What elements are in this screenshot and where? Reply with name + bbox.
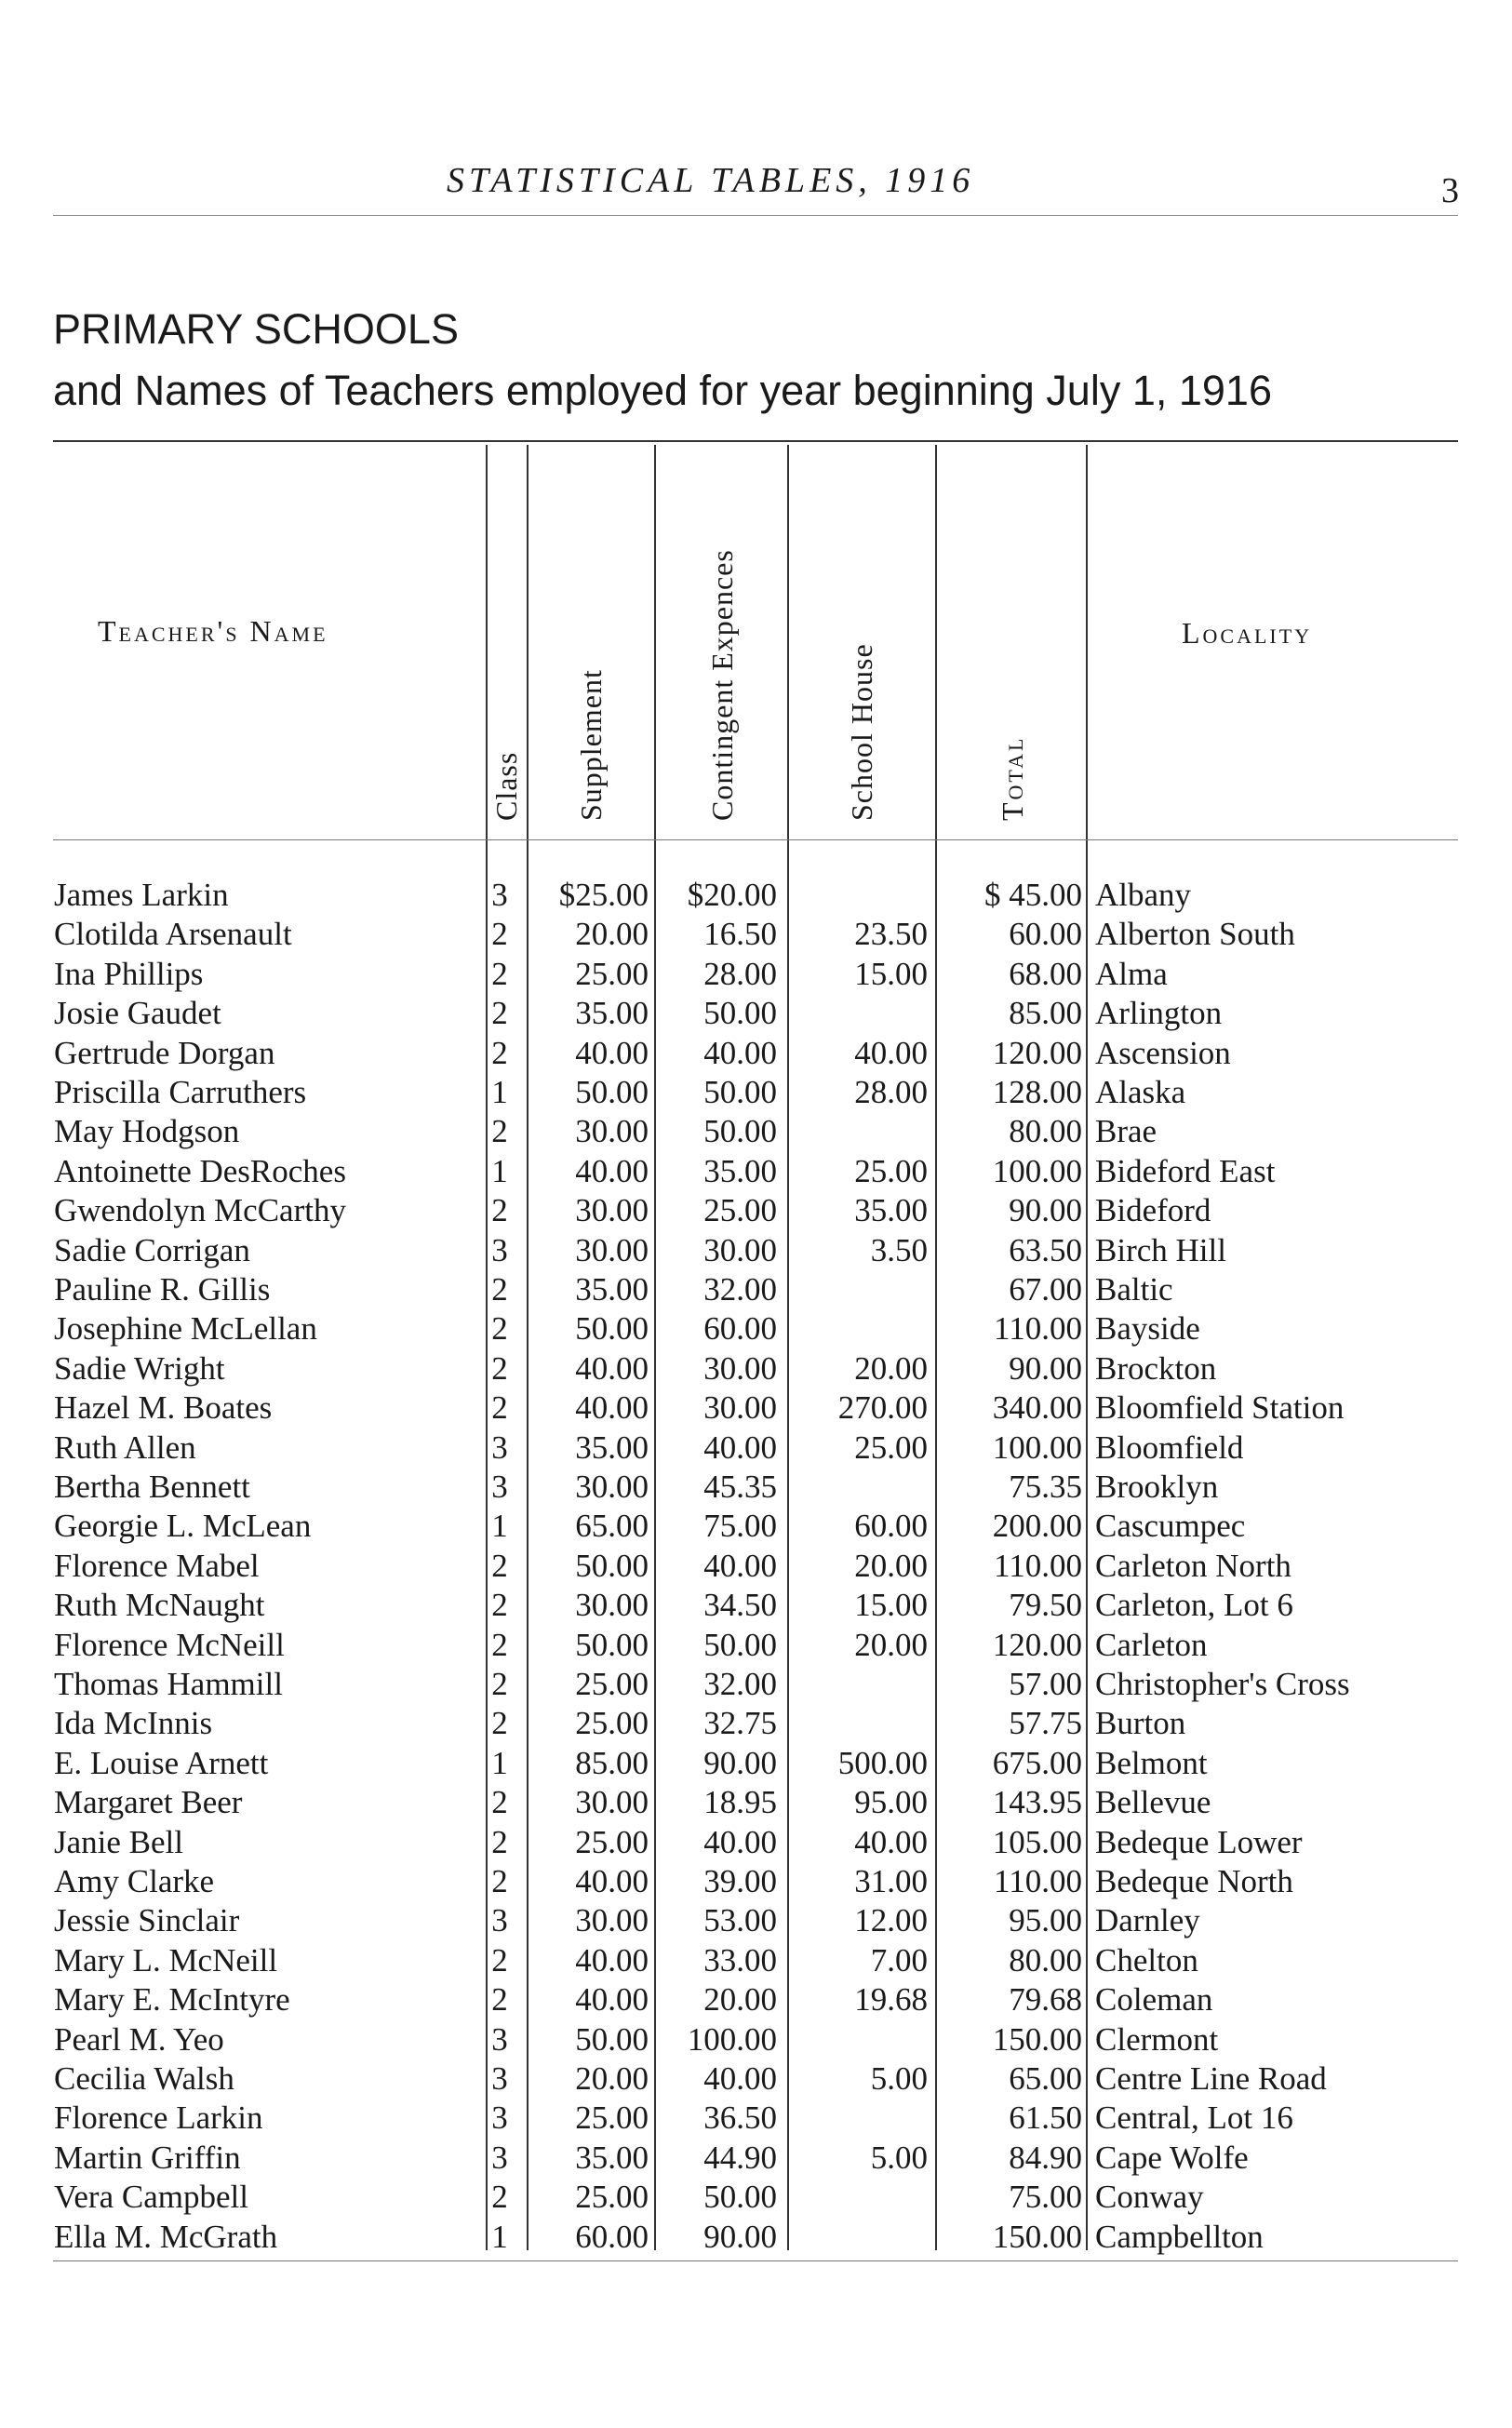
teacher-name: Pauline R. Gillis <box>54 1271 271 1308</box>
contingent-cell: 50.00 <box>703 1074 777 1110</box>
teacher-name: Margaret Beer <box>54 1784 243 1821</box>
header-locality: Locality <box>1182 616 1313 650</box>
table-row <box>0 1152 1512 1191</box>
header-class: Class <box>489 751 523 821</box>
locality-cell: Albany <box>1095 877 1192 913</box>
contingent-cell: 40.00 <box>703 1034 777 1071</box>
class-cell: 2 <box>491 1113 508 1150</box>
locality-cell: Ascension <box>1095 1034 1231 1071</box>
contingent-cell: 39.00 <box>703 1863 777 1899</box>
contingent-cell: 100.00 <box>687 2020 777 2058</box>
table-row <box>0 1862 1512 1901</box>
locality-cell: Bedeque Lower <box>1095 1823 1303 1860</box>
table-row <box>0 1665 1512 1704</box>
contingent-cell: 50.00 <box>703 1113 777 1150</box>
supplement-cell: 50.00 <box>575 2020 649 2058</box>
supplement-cell: 20.00 <box>575 916 649 953</box>
school-house-cell: 5.00 <box>870 2139 928 2176</box>
supplement-cell: 40.00 <box>575 1034 649 1071</box>
locality-cell: Baltic <box>1095 1271 1173 1308</box>
locality-cell: Darnley <box>1095 1902 1200 1939</box>
class-cell: 3 <box>491 2060 508 2097</box>
class-cell: 2 <box>491 1626 508 1663</box>
supplement-cell: 25.00 <box>575 1705 649 1742</box>
table-row <box>0 1823 1512 1862</box>
teacher-name: Ruth Allen <box>54 1429 196 1466</box>
class-cell: 2 <box>491 1349 508 1387</box>
table-row <box>0 1309 1512 1348</box>
class-cell: 2 <box>491 1823 508 1860</box>
teacher-name: Gwendolyn McCarthy <box>54 1192 346 1229</box>
header-supplement: Supplement <box>574 669 608 821</box>
class-cell: 3 <box>491 2099 508 2137</box>
table-row <box>0 2218 1512 2257</box>
teacher-name: Ida McInnis <box>54 1705 213 1742</box>
teacher-name: Florence Larkin <box>54 2099 263 2137</box>
total-cell: 60.00 <box>1009 916 1082 953</box>
teacher-name: Pearl M. Yeo <box>54 2020 224 2058</box>
supplement-cell: 30.00 <box>575 1113 649 1150</box>
supplement-cell: 50.00 <box>575 1626 649 1663</box>
class-cell: 3 <box>491 1902 508 1939</box>
total-cell: 67.00 <box>1009 1271 1082 1308</box>
teacher-name: Bertha Bennett <box>54 1469 250 1505</box>
running-head: STATISTICAL TABLES, 1916 <box>447 161 975 200</box>
contingent-cell: 33.00 <box>703 1941 777 1979</box>
bottom-rule <box>53 2260 1458 2261</box>
table-title: PRIMARY SCHOOLS <box>53 305 459 353</box>
supplement-cell: 25.00 <box>575 955 649 992</box>
class-cell: 3 <box>491 877 508 913</box>
contingent-cell: 53.00 <box>703 1902 777 1939</box>
supplement-cell: 35.00 <box>575 995 649 1032</box>
locality-cell: Bloomfield Station <box>1095 1389 1345 1427</box>
locality-cell: Campbellton <box>1095 2218 1264 2255</box>
table-row <box>0 1704 1512 1743</box>
contingent-cell: 28.00 <box>703 955 777 992</box>
class-cell: 3 <box>491 2139 508 2176</box>
total-cell: 675.00 <box>992 1744 1082 1781</box>
class-cell: 2 <box>491 2179 508 2216</box>
table-row <box>0 1191 1512 1230</box>
table-subtitle: and Names of Teachers employed for year beginning July 1, 1916 <box>53 367 1272 414</box>
contingent-cell: 34.50 <box>703 1587 777 1624</box>
class-cell: 2 <box>491 1666 508 1702</box>
total-cell: 110.00 <box>994 1863 1082 1899</box>
locality-cell: Cape Wolfe <box>1095 2139 1249 2176</box>
supplement-cell: 50.00 <box>575 1547 649 1584</box>
total-cell: 63.50 <box>1009 1231 1082 1268</box>
supplement-cell: 30.00 <box>575 1587 649 1624</box>
locality-cell: Belmont <box>1095 1744 1208 1781</box>
school-house-cell: 23.50 <box>854 916 928 953</box>
contingent-cell: 40.00 <box>703 1547 777 1584</box>
teacher-name: Amy Clarke <box>54 1863 215 1899</box>
locality-cell: Bideford <box>1095 1192 1211 1229</box>
table-row <box>0 1270 1512 1309</box>
total-cell: 95.00 <box>1009 1902 1082 1939</box>
contingent-cell: 40.00 <box>703 1823 777 1860</box>
contingent-cell: 60.00 <box>703 1310 777 1348</box>
locality-cell: Brooklyn <box>1095 1469 1219 1505</box>
class-cell: 2 <box>491 1547 508 1584</box>
locality-cell: Carleton <box>1095 1626 1208 1663</box>
teacher-name: Sadie Wright <box>54 1349 225 1387</box>
contingent-cell: 30.00 <box>703 1231 777 1268</box>
locality-cell: Bloomfield <box>1095 1429 1244 1466</box>
page-number: 3 <box>1441 171 1459 210</box>
school-house-cell: 25.00 <box>854 1152 928 1189</box>
contingent-cell: 50.00 <box>703 995 777 1032</box>
table-row <box>0 2059 1512 2099</box>
locality-cell: Chelton <box>1095 1941 1198 1979</box>
contingent-cell: 20.00 <box>703 1981 777 2019</box>
teacher-name: Florence McNeill <box>54 1626 285 1663</box>
total-cell: 110.00 <box>994 1547 1082 1584</box>
supplement-cell: 25.00 <box>575 1823 649 1860</box>
class-cell: 2 <box>491 1587 508 1624</box>
contingent-cell: 25.00 <box>703 1192 777 1229</box>
supplement-cell: 40.00 <box>575 1981 649 2019</box>
class-cell: 2 <box>491 1705 508 1742</box>
header-school-house: School House <box>845 643 878 821</box>
running-head-rule <box>53 215 1458 216</box>
total-cell: 61.50 <box>1009 2099 1082 2137</box>
total-cell: 75.00 <box>1009 2179 1082 2216</box>
header-rule <box>53 839 1458 840</box>
teacher-name: Clotilda Arsenault <box>54 916 292 953</box>
teacher-name: E. Louise Arnett <box>54 1744 269 1781</box>
supplement-cell: 50.00 <box>575 1310 649 1348</box>
school-house-cell: 19.68 <box>854 1981 928 2019</box>
supplement-cell: 25.00 <box>575 2179 649 2216</box>
class-cell: 2 <box>491 1941 508 1979</box>
contingent-cell: 18.95 <box>703 1784 777 1821</box>
class-cell: 3 <box>491 2020 508 2058</box>
teacher-name: Antoinette DesRoches <box>54 1152 346 1189</box>
table-row <box>0 994 1512 1033</box>
supplement-cell: 40.00 <box>575 1863 649 1899</box>
school-house-cell: 28.00 <box>854 1074 928 1110</box>
class-cell: 1 <box>491 2218 508 2255</box>
total-cell: 85.00 <box>1009 995 1082 1032</box>
locality-cell: Bideford East <box>1095 1152 1276 1189</box>
school-house-cell: 3.50 <box>870 1231 928 1268</box>
teacher-name: James Larkin <box>54 877 229 913</box>
locality-cell: Arlington <box>1095 995 1223 1032</box>
total-cell: 128.00 <box>992 1074 1082 1110</box>
supplement-cell: 30.00 <box>575 1469 649 1505</box>
school-house-cell: 5.00 <box>870 2060 928 2097</box>
total-cell: 150.00 <box>992 2218 1082 2255</box>
table-row <box>0 2139 1512 2178</box>
total-cell: 79.50 <box>1009 1587 1082 1624</box>
locality-cell: Carleton, Lot 6 <box>1095 1587 1293 1624</box>
locality-cell: Coleman <box>1095 1981 1213 2019</box>
total-cell: 80.00 <box>1009 1113 1082 1150</box>
table-row <box>0 2099 1512 2138</box>
supplement-cell: 25.00 <box>575 1666 649 1702</box>
total-cell: 100.00 <box>992 1152 1082 1189</box>
supplement-cell: 40.00 <box>575 1152 649 1189</box>
class-cell: 2 <box>491 1863 508 1899</box>
class-cell: 1 <box>491 1152 508 1189</box>
table-row <box>0 1429 1512 1468</box>
locality-cell: Centre Line Road <box>1095 2060 1327 2097</box>
table-row <box>0 1073 1512 1112</box>
contingent-cell: 30.00 <box>703 1389 777 1427</box>
school-house-cell: 15.00 <box>854 1587 928 1624</box>
contingent-cell: $20.00 <box>687 877 777 913</box>
school-house-cell: 60.00 <box>854 1508 928 1545</box>
school-house-cell: 20.00 <box>854 1626 928 1663</box>
school-house-cell: 500.00 <box>837 1744 928 1781</box>
total-cell: 84.90 <box>1009 2139 1082 2176</box>
table-row <box>0 1507 1512 1546</box>
class-cell: 2 <box>491 1192 508 1229</box>
total-cell: 100.00 <box>992 1429 1082 1466</box>
teacher-name: Georgie L. McLean <box>54 1508 312 1545</box>
table-row <box>0 2178 1512 2217</box>
teacher-name: Martin Griffin <box>54 2139 241 2176</box>
teacher-name: Vera Campbell <box>54 2179 248 2216</box>
class-cell: 2 <box>491 995 508 1032</box>
contingent-cell: 44.90 <box>703 2139 777 2176</box>
supplement-cell: 50.00 <box>575 1074 649 1110</box>
locality-cell: Carleton North <box>1095 1547 1291 1584</box>
supplement-cell: 30.00 <box>575 1231 649 1268</box>
contingent-cell: 36.50 <box>703 2099 777 2137</box>
contingent-cell: 75.00 <box>703 1508 777 1545</box>
locality-cell: Alma <box>1095 955 1168 992</box>
header-total: Total <box>996 735 1029 821</box>
teacher-name: Janie Bell <box>54 1823 183 1860</box>
locality-cell: Bedeque North <box>1095 1863 1293 1899</box>
supplement-cell: 30.00 <box>575 1192 649 1229</box>
teacher-name: Ruth McNaught <box>54 1587 265 1624</box>
contingent-cell: 90.00 <box>703 1744 777 1781</box>
class-cell: 1 <box>491 1508 508 1545</box>
table-row <box>0 1901 1512 1940</box>
contingent-cell: 16.50 <box>703 916 777 953</box>
teacher-name: May Hodgson <box>54 1113 240 1150</box>
locality-cell: Alberton South <box>1095 916 1295 953</box>
total-cell: 79.68 <box>1009 1981 1082 2019</box>
table-row <box>0 955 1512 994</box>
school-house-cell: 25.00 <box>854 1429 928 1466</box>
header-teacher-name: Teacher's Name <box>98 614 328 648</box>
class-cell: 2 <box>491 1784 508 1821</box>
total-cell: 200.00 <box>992 1508 1082 1545</box>
supplement-cell: 65.00 <box>575 1508 649 1545</box>
total-cell: 150.00 <box>992 2020 1082 2058</box>
contingent-cell: 35.00 <box>703 1152 777 1189</box>
table-row <box>0 1586 1512 1625</box>
contingent-cell: 32.00 <box>703 1271 777 1308</box>
table-row <box>0 1626 1512 1665</box>
total-cell: 120.00 <box>992 1626 1082 1663</box>
table-row <box>0 915 1512 954</box>
supplement-cell: 20.00 <box>575 2060 649 2097</box>
school-house-cell: 40.00 <box>854 1823 928 1860</box>
contingent-cell: 90.00 <box>703 2218 777 2255</box>
locality-cell: Central, Lot 16 <box>1095 2099 1293 2137</box>
supplement-cell: 30.00 <box>575 1784 649 1821</box>
supplement-cell: 35.00 <box>575 1429 649 1466</box>
contingent-cell: 40.00 <box>703 2060 777 2097</box>
teacher-name: Josephine McLellan <box>54 1310 317 1348</box>
supplement-cell: 40.00 <box>575 1349 649 1387</box>
teacher-name: Ella M. McGrath <box>54 2218 278 2255</box>
class-cell: 2 <box>491 1034 508 1071</box>
contingent-cell: 45.35 <box>703 1469 777 1505</box>
school-house-cell: 7.00 <box>870 1941 928 1979</box>
locality-cell: Clermont <box>1095 2020 1219 2058</box>
total-cell: 340.00 <box>992 1389 1082 1427</box>
table-row <box>0 1783 1512 1822</box>
table-row <box>0 1034 1512 1073</box>
teacher-name: Gertrude Dorgan <box>54 1034 275 1071</box>
teacher-table <box>0 445 1512 2269</box>
teacher-name: Cecilia Walsh <box>54 2060 234 2097</box>
contingent-cell: 40.00 <box>703 1429 777 1466</box>
teacher-name: Josie Gaudet <box>54 995 221 1032</box>
class-cell: 3 <box>491 1429 508 1466</box>
locality-cell: Cascumpec <box>1095 1508 1246 1545</box>
contingent-cell: 32.00 <box>703 1666 777 1702</box>
total-cell: 68.00 <box>1009 955 1082 992</box>
school-house-cell: 20.00 <box>854 1349 928 1387</box>
supplement-cell: 40.00 <box>575 1389 649 1427</box>
class-cell: 2 <box>491 916 508 953</box>
teacher-name: Sadie Corrigan <box>54 1231 250 1268</box>
school-house-cell: 40.00 <box>854 1034 928 1071</box>
school-house-cell: 270.00 <box>837 1389 928 1427</box>
total-cell: $ 45.00 <box>984 877 1082 913</box>
total-cell: 90.00 <box>1009 1349 1082 1387</box>
contingent-cell: 50.00 <box>703 1626 777 1663</box>
table-row <box>0 2020 1512 2059</box>
class-cell: 2 <box>491 1389 508 1427</box>
teacher-name: Priscilla Carruthers <box>54 1074 307 1110</box>
total-cell: 57.75 <box>1009 1705 1082 1742</box>
class-cell: 1 <box>491 1074 508 1110</box>
supplement-cell: 30.00 <box>575 1902 649 1939</box>
total-cell: 90.00 <box>1009 1192 1082 1229</box>
supplement-cell: 40.00 <box>575 1941 649 1979</box>
table-row <box>0 1468 1512 1507</box>
teacher-name: Mary L. McNeill <box>54 1941 278 1979</box>
header-contingent-expences: Contingent Expences <box>705 549 739 821</box>
locality-cell: Alaska <box>1095 1074 1186 1110</box>
total-cell: 110.00 <box>994 1310 1082 1348</box>
contingent-cell: 30.00 <box>703 1349 777 1387</box>
title-rule <box>53 440 1458 442</box>
table-row <box>0 876 1512 915</box>
total-cell: 120.00 <box>992 1034 1082 1071</box>
table-row <box>0 1349 1512 1388</box>
class-cell: 3 <box>491 1469 508 1505</box>
locality-cell: Conway <box>1095 2179 1204 2216</box>
total-cell: 57.00 <box>1009 1666 1082 1702</box>
table-row <box>0 1112 1512 1151</box>
total-cell: 80.00 <box>1009 1941 1082 1979</box>
teacher-name: Jessie Sinclair <box>54 1902 240 1939</box>
table-row <box>0 1231 1512 1270</box>
supplement-cell: 85.00 <box>575 1744 649 1781</box>
table-row <box>0 1941 1512 1980</box>
locality-cell: Brockton <box>1095 1349 1217 1387</box>
teacher-name: Florence Mabel <box>54 1547 260 1584</box>
supplement-cell: $25.00 <box>558 877 649 913</box>
school-house-cell: 95.00 <box>854 1784 928 1821</box>
supplement-cell: 35.00 <box>575 1271 649 1308</box>
total-cell: 65.00 <box>1009 2060 1082 2097</box>
class-cell: 2 <box>491 1271 508 1308</box>
locality-cell: Bayside <box>1095 1310 1200 1348</box>
class-cell: 2 <box>491 955 508 992</box>
locality-cell: Birch Hill <box>1095 1231 1226 1268</box>
locality-cell: Bellevue <box>1095 1784 1211 1821</box>
school-house-cell: 12.00 <box>854 1902 928 1939</box>
school-house-cell: 31.00 <box>854 1863 928 1899</box>
contingent-cell: 50.00 <box>703 2179 777 2216</box>
class-cell: 1 <box>491 1744 508 1781</box>
class-cell: 2 <box>491 1310 508 1348</box>
total-cell: 105.00 <box>992 1823 1082 1860</box>
table-row <box>0 1388 1512 1428</box>
teacher-name: Thomas Hammill <box>54 1666 283 1702</box>
locality-cell: Brae <box>1095 1113 1157 1150</box>
supplement-cell: 35.00 <box>575 2139 649 2176</box>
teacher-name: Hazel M. Boates <box>54 1389 273 1427</box>
table-row <box>0 1744 1512 1783</box>
school-house-cell: 15.00 <box>854 955 928 992</box>
total-cell: 143.95 <box>992 1784 1082 1821</box>
teacher-name: Ina Phillips <box>54 955 204 992</box>
class-cell: 2 <box>491 1981 508 2019</box>
school-house-cell: 20.00 <box>854 1547 928 1584</box>
locality-cell: Burton <box>1095 1705 1186 1742</box>
class-cell: 3 <box>491 1231 508 1268</box>
contingent-cell: 32.75 <box>703 1705 777 1742</box>
school-house-cell: 35.00 <box>854 1192 928 1229</box>
locality-cell: Christopher's Cross <box>1095 1666 1350 1702</box>
total-cell: 75.35 <box>1009 1469 1082 1505</box>
table-row <box>0 1980 1512 2019</box>
teacher-name: Mary E. McIntyre <box>54 1981 290 2019</box>
table-row <box>0 1547 1512 1586</box>
supplement-cell: 25.00 <box>575 2099 649 2137</box>
supplement-cell: 60.00 <box>575 2218 649 2255</box>
